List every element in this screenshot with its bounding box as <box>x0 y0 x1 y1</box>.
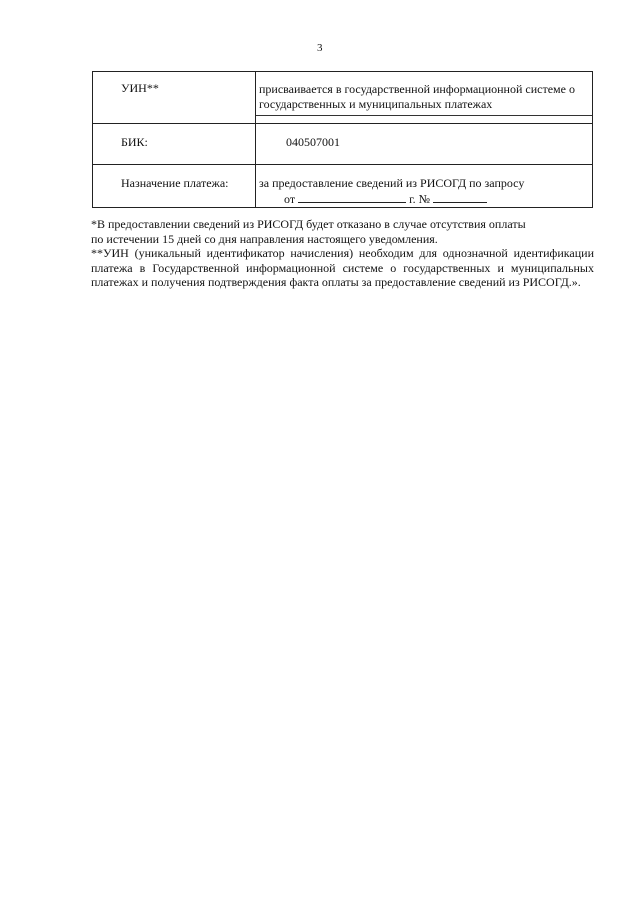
number-blank-field <box>433 191 487 203</box>
footnote-1-line-2: по истечении 15 дней со дня направления настоящего уведомления. <box>91 231 438 246</box>
uin-value: присваивается в государственной информационной системе о государственных и муниципальных платежах <box>256 72 592 116</box>
year-number-label: г. № <box>409 192 431 206</box>
table-row-purpose <box>93 165 593 208</box>
payment-details-table <box>92 71 593 208</box>
from-label: от <box>284 192 296 206</box>
date-blank-field <box>298 191 406 203</box>
footnotes <box>91 217 594 290</box>
purpose-request-line <box>256 191 592 207</box>
bik-value: 040507001 <box>256 123 592 150</box>
footnote-1-line-1: *В предоставлении сведений из РИСОГД будет отказано в случае отсутствия оплаты <box>91 217 526 231</box>
bik-value-cell <box>256 124 593 165</box>
purpose-text: за предоставление сведений из РИСОГД по запросу <box>259 176 525 190</box>
purpose-label: Назначение платежа: <box>121 176 229 190</box>
uin-label-cell <box>93 72 256 124</box>
bik-label-cell <box>93 124 256 165</box>
uin-label: УИН** <box>121 81 159 95</box>
table-row-uin <box>93 72 593 124</box>
footnote-2: **УИН (уникальный идентификатор начисления) необходим для однозначной идентификации платежа в Государственной информационной системе о государственных и муниципальных платежах и получения подтверждения факта оплаты за предоставление сведений из РИСОГД.». <box>91 246 594 289</box>
uin-value-cell <box>256 72 593 124</box>
purpose-label-cell <box>93 165 256 208</box>
page-number: 3 <box>317 42 323 54</box>
table-row-bik <box>93 124 593 165</box>
bik-label: БИК: <box>121 135 148 149</box>
purpose-value-cell <box>256 165 593 208</box>
